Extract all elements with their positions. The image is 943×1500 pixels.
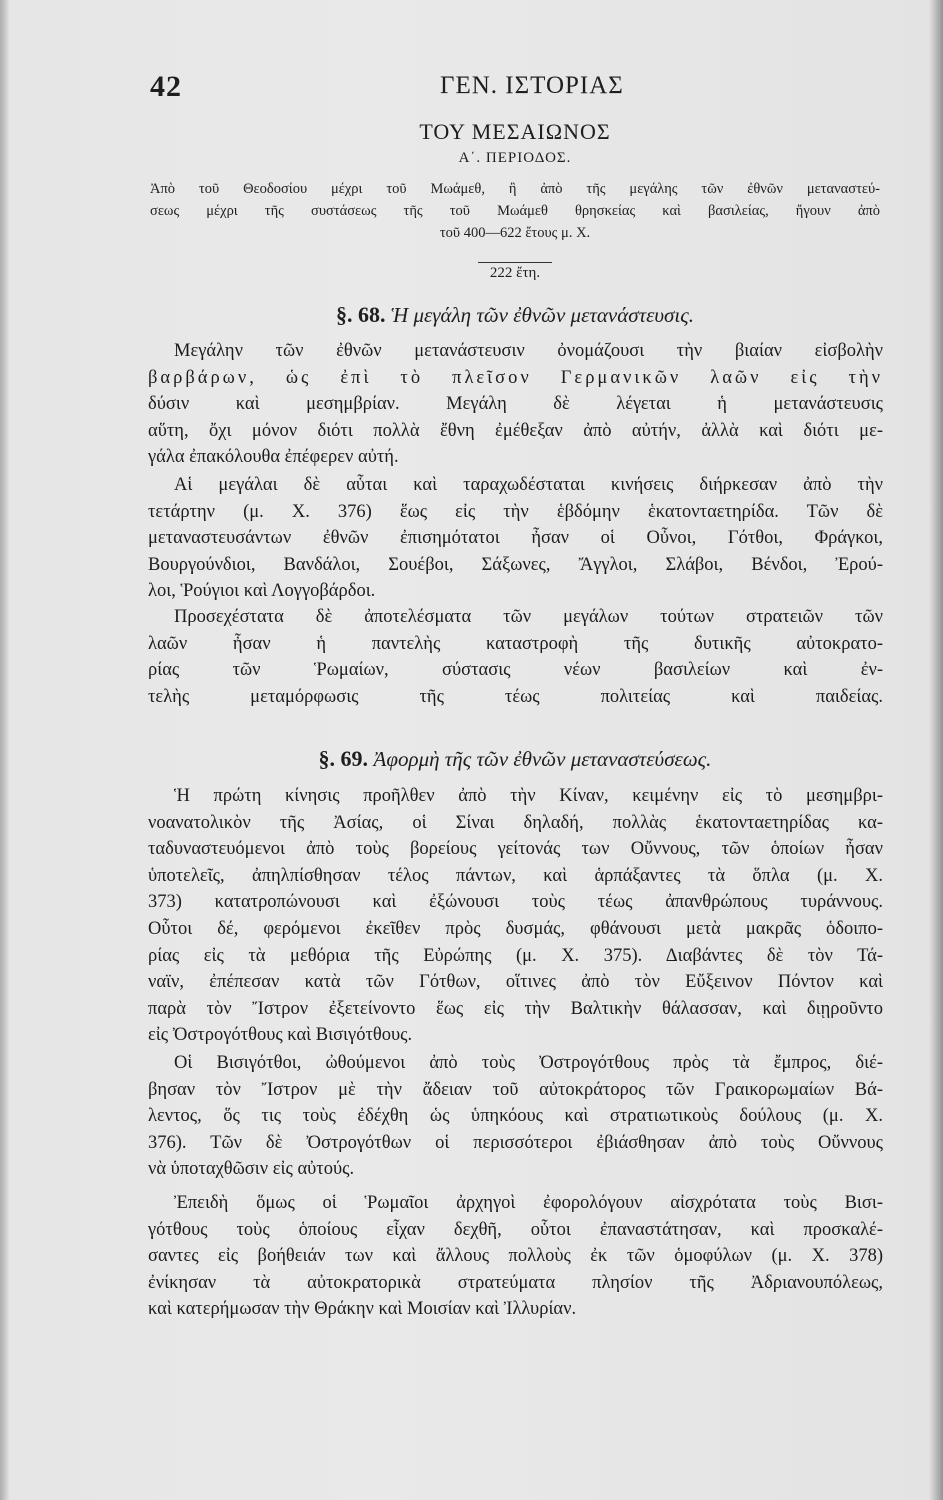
text-line: Ἡ πρώτη κίνησις προῆλθεν ἀπὸ τὴν Κίναν, κειμένην εἰς τὸ μεσημβρι- (174, 786, 883, 806)
text-line: ταδυναστευόμενοι ἀπὸ τοὺς βορείους γείτονάς των Οὔννους, τῶν ὁποίων ἦσαν (148, 839, 883, 860)
section-69-heading (150, 744, 880, 774)
text-line: Βουργούνδιοι, Βανδάλοι, Σουέβοι, Σάξωνες, Ἄγγλοι, Σλάβοι, Βένδοι, Ἐρού- (148, 554, 883, 575)
duration-label: 222 ἔτη. (478, 262, 552, 282)
binding-shadow (0, 0, 10, 1500)
section-68-paragraph-1 (148, 338, 883, 471)
section-69-paragraph-3 (148, 1190, 883, 1323)
section-number: §. 68. (335, 302, 386, 327)
text-line: λεντος, ὅς τις τοὺς ἐδέχθη ὡς ὑπηκόους καὶ στρατιωτικοὺς δούλους (μ. Χ. (148, 1106, 883, 1127)
text-line: Μεγάλην τῶν ἐθνῶν μετανάστευσιν ὀνομάζουσι τὴν βιαίαν εἰσβολὴν (174, 341, 883, 361)
section-number: §. 69. (318, 746, 369, 771)
text-line: γότθους τοὺς ὁποίους εἶχαν δεχθῆ, οὗτοι ἐπαναστάτησαν, καὶ προσκαλέ- (148, 1219, 883, 1240)
text-line: καὶ κατερήμωσαν τὴν Θράκην καὶ Μοισίαν καὶ Ἰλλυρίαν. (148, 1299, 577, 1320)
text-line: Οὗτοι δέ, φερόμενοι ἐκεῖθεν πρὸς δυσμάς, φθάνουσι μετὰ μακρᾶς ὁδοιπο- (148, 918, 883, 939)
text-line: εἰς Ὀστρογότθους καὶ Βισιγότθους. (148, 1025, 413, 1046)
text-line: παρὰ τὸν Ἴστρον ἐξετείνοντο ἕως εἰς τὴν Βαλτικὴν θάλασσαν, καὶ διῃροῦντο (148, 998, 883, 1019)
text-line: τελὴς μεταμόρφωσις τῆς τέως πολιτείας καὶ παιδείας. (148, 686, 883, 707)
text-line: νοανατολικὸν τῆς Ἀσίας, οἱ Σίναι δηλαδή, πολλὰς ἑκατονταετηρίδας κα- (148, 812, 883, 833)
summary-line: τοῦ 400—622 ἔτους μ. Χ. (439, 225, 591, 241)
text-line: Αἱ μεγάλαι δὲ αὗται καὶ ταραχωδέσταται κινήσεις διήρκεσαν ἀπὸ τὴν (174, 475, 883, 495)
text-line: αὕτη, ὄχι μόνον διότι πολλὰ ἔθνη ἐμέθεξαν ἀπὸ αὐτήν, ἀλλὰ καὶ διότι με- (148, 420, 883, 441)
text-line: 376). Τῶν δὲ Ὀστρογότθων οἱ περισσότεροι ἐβιάσθησαν ἀπὸ τοὺς Οὔννους (148, 1132, 883, 1153)
summary-line: σεως μέχρι τῆς συστάσεως τῆς τοῦ Μωάμεθ θρησκείας καὶ βασιλείας, ἤγουν ἀπὸ (150, 203, 880, 219)
text-line: τετάρτην (μ. Χ. 376) ἕως εἰς τὴν ἑβδόμην ἑκατονταετηρίδα. Τῶν δὲ (148, 501, 883, 522)
section-69-paragraph-1 (148, 783, 883, 1049)
text-line: Προσεχέστατα δὲ ἀποτελέσματα τῶν μεγάλων τούτων στρατειῶν τῶν (174, 607, 883, 627)
chapter-title: ΤΟΥ ΜΕΣΑΙΩΝΟΣ (419, 119, 611, 144)
text-line: λοι, Ῥούγιοι καὶ Λογγοβάρδοι. (148, 581, 376, 602)
section-title: Ἡ μεγάλη τῶν ἐθνῶν μετανάστευσις. (390, 303, 694, 327)
text-line: νὰ ὑποταχθῶσιν εἰς αὐτούς. (148, 1159, 355, 1180)
period-title: Α΄. ΠΕΡΙΟΔΟΣ. (458, 150, 572, 166)
text-line: ναϊν, ἐπέπεσαν κατὰ τῶν Γότθων, οἵτινες ἀπὸ τὸν Εὔξεινον Πόντον καὶ (148, 972, 883, 993)
running-title: ΓΕΝ. ΙΣΤΟΡΙΑΣ (440, 72, 624, 99)
section-68-heading (150, 300, 880, 330)
section-68-paragraph-3 (148, 604, 883, 710)
text-line: ρίας εἰς τὰ μεθόρια τῆς Εὐρώπης (μ. Χ. 375). Διαβάντες δὲ τὸν Τά- (148, 945, 883, 966)
section-68-paragraph-2 (148, 472, 883, 605)
summary-line: Ἀπὸ τοῦ Θεοδοσίου μέχρι τοῦ Μωάμεθ, ἢ ἀπὸ τῆς μεγάλης τῶν ἐθνῶν μεταναστεύ- (150, 181, 880, 197)
page-edge-shadow (929, 0, 943, 1500)
text-line: Οἱ Βισιγότθοι, ὠθούμενοι ἀπὸ τοὺς Ὀστρογότθους πρὸς τὰ ἔμπρος, διέ- (174, 1053, 883, 1073)
text-line: σαντες εἰς βοήθειάν των καὶ ἄλλους πολλοὺς ἐκ τῶν ὁμοφύλων (μ. Χ. 378) (148, 1246, 883, 1267)
period-duration (150, 262, 880, 282)
text-line: λαῶν ἦσαν ἡ παντελὴς καταστροφὴ τῆς δυτικῆς αὐτοκρατο- (148, 633, 883, 654)
text-line: γάλα ἐπακόλουθα ἐπέφερεν αὐτή. (148, 447, 399, 468)
text-line: Ἐπειδὴ ὅμως οἱ Ῥωμαῖοι ἀρχηγοὶ ἐφορολόγουν αἰσχρότατα τοὺς Βισι- (174, 1193, 883, 1213)
section-title: Ἀφορμὴ τῆς τῶν ἐθνῶν μεταναστεύσεως. (373, 747, 712, 771)
text-line: βησαν τὸν Ἴστρον μὲ τὴν ἄδειαν τοῦ αὐτοκράτορος τῶν Γραικορωμαίων Βά- (148, 1079, 883, 1100)
page-number: 42 (150, 70, 182, 103)
text-line: 373) κατατροπώνουσι καὶ ἐξώνουσι τοὺς τέως ἀπανθρώπους τυράννους. (148, 892, 883, 913)
text-line: βαρβάρων, ὡς ἐπὶ τὸ πλεῖσον Γερμανικῶν λαῶν εἰς τὴν (148, 367, 883, 388)
section-69-paragraph-2 (148, 1050, 883, 1183)
text-line: ρίας τῶν Ῥωμαίων, σύστασις νέων βασιλείων καὶ ἐν- (148, 660, 883, 681)
text-line: ἐνίκησαν τὰ αὐτοκρατορικὰ στρατεύματα πλησίον τῆς Ἀδριανουπόλεως, (148, 1272, 883, 1293)
text-line: μεταναστευσάντων ἐθνῶν ἐπισημότατοι ἦσαν οἱ Οὖνοι, Γότθοι, Φράγκοι, (148, 528, 883, 549)
text-line: δύσιν καὶ μεσημβρίαν. Μεγάλη δὲ λέγεται ἡ μετανάστευσις (148, 394, 883, 415)
period-summary (150, 178, 880, 244)
page-header (150, 70, 880, 110)
text-line: ὑποτελεῖς, ἀπηλπίσθησαν τέλος πάντων, καὶ ἁρπάξαντες τὰ ὅπλα (μ. Χ. (148, 865, 883, 886)
chapter-title-block (150, 118, 880, 170)
